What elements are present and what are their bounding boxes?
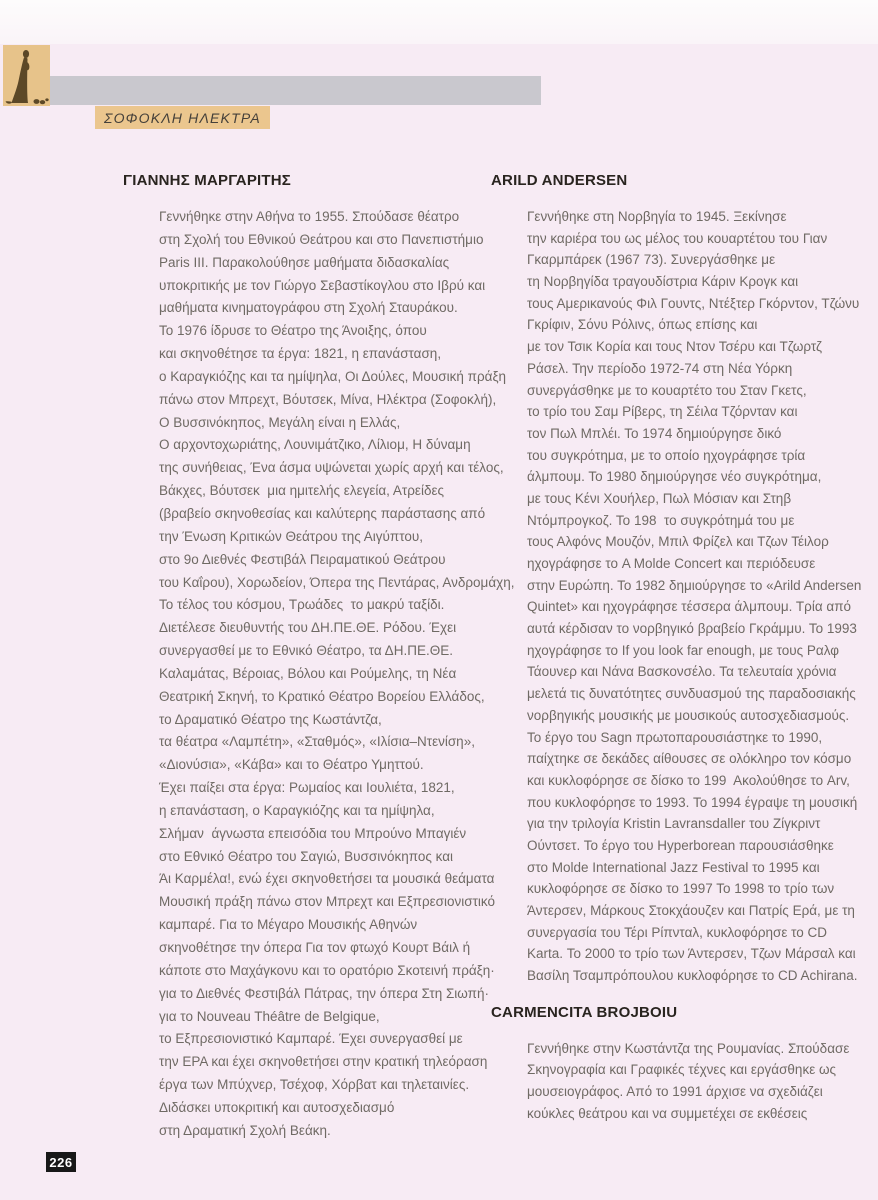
text-line: σκηνοθέτησε την όπερα Για τον φτωχό Κουρτ Βάιλ ή <box>159 940 471 955</box>
text-line: Ούντσετ. Το έργο του Hyperborean παρουσιάσθηκε <box>527 837 834 853</box>
text-line: στο Molde International Jazz Festival το 1995 και <box>527 859 820 875</box>
text-line: τη Νορβηγίδα τραγουδίστρια Κάριν Κρογκ και <box>527 274 799 290</box>
text-line: της συνήθειας, Ένα άσμα υψώνεται χωρίς αρχή και τέλος, <box>159 460 504 476</box>
text-line: συνεργασία του Τέρι Ρίπνταλ, κυκλοφόρησε το CD <box>527 924 828 940</box>
text-line: και κυκλοφόρησε σε δίσκο το 199 Ακολούθησε το Arv, <box>527 772 850 788</box>
left-column <box>123 172 515 1143</box>
text-line: Γεννήθηκε στην Αθήνα το 1955. Σπούδασε θέατρο <box>159 209 460 224</box>
text-line: κυκλοφόρησε σε δίσκο το 1997 Το 1998 το τρίο των <box>527 881 835 897</box>
biography-margaritis <box>123 206 515 1143</box>
text-line: Ντόμπρογκοζ. Το 198 το συγκρότημά του με <box>527 512 795 528</box>
text-line: για το Nouveau Théâtre de Belgique, <box>159 1008 380 1024</box>
text-line: μαθήματα κινηματογράφου στη Σχολή Σταυράκου. <box>159 300 458 316</box>
text-line: η επανάσταση, ο Καραγκιόζης και τα ημίψηλα, <box>159 802 435 818</box>
section-heading-margaritis: ΓΙΑΝΝΗΣ ΜΑΡΓΑΡΙΤΗΣ <box>123 172 291 189</box>
text-line: το τρίο του Σαμ Ρίβερς, τη Σέιλα Τζόρνταν και <box>527 404 798 420</box>
text-line: αυτά κέρδισαν το νορβηγικό βραβείο Γκράμμυ. Το 1993 <box>527 621 857 637</box>
biography-andersen <box>491 206 876 987</box>
text-line: Paris III. Παρακολούθησε μαθήματα διδασκαλίας <box>159 254 450 270</box>
text-line: κάποτε στο Μαχάγκονυ και το ορατόριο Σκοτεινή πράξη· <box>159 962 495 978</box>
text-line: Έχει παίξει στα έργα: Ρωμαίος και Ιουλιέτα, 1821, <box>159 780 455 796</box>
text-line: Άντερσεν, Μάρκους Στοκχάουζεν και Πατρίς Ερά, με τη <box>527 903 855 918</box>
text-line: συνεργάσθηκε με το κουαρτέτο του Σταν Γκετς, <box>527 382 807 398</box>
text-line: μελετά τις δυνατότητες συνδυασμού της παραδοσιακής <box>527 686 856 702</box>
text-line: Γεννήθηκε στην Κωστάντζα της Ρουμανίας. Σπούδασε <box>527 1040 850 1056</box>
text-line: Μουσική πράξη πάνω στον Μπρεχτ και Εξπρεσιονιστικό <box>159 894 496 910</box>
text-line: για την τριλογία Kristin Lavransdaller του Ζίγκριντ <box>527 816 821 832</box>
text-line: καμπαρέ. Για το Μέγαρο Μουσικής Αθηνών <box>159 917 418 933</box>
text-line: Γκαρμπάρεκ (1967 73). Συνεργάσθηκε με <box>527 252 776 268</box>
text-line: ο Καραγκιόζης και τα ημίψηλα, Οι Δούλες, Μουσική πράξη <box>159 368 506 384</box>
text-line: στη Σχολή του Εθνικού Θεάτρου και στο Πανεπιστήμιο <box>159 231 484 247</box>
text-line: Ο Βυσσινόκηπος, Μεγάλη είναι η Ελλάς, <box>159 414 401 430</box>
text-line: πάνω στον Μπρεχτ, Βόυτσεκ, Μίνα, Ηλέκτρα (Σοφοκλή), <box>159 391 497 407</box>
text-line: τους Αμερικανούς Φιλ Γουντς, Ντέξτερ Γκόρντον, Τζώνυ <box>527 295 860 311</box>
text-line: μουσειογράφος. Από το 1991 άρχισε να σχεδιάζει <box>527 1084 823 1100</box>
text-line: Σκηνογραφία και Γραφικές τέχνες και εργάσθηκε ως <box>527 1062 837 1078</box>
right-column <box>491 172 876 1125</box>
text-line: ηχογράφησε το If you look far enough, με τους Ραλφ <box>527 642 839 658</box>
text-line: Θεατρική Σκηνή, το Κρατικό Θέατρο Βορείου Ελλάδος, <box>159 688 485 704</box>
text-line: το Εξπρεσιονιστικό Καμπαρέ. Έχει συνεργασθεί με <box>159 1031 463 1047</box>
text-line: Το 1976 ίδρυσε το Θέατρο της Άνοιξης, όπου <box>159 323 427 339</box>
text-line: τον Πωλ Μπλέι. Το 1974 δημιούργησε δικό <box>527 425 782 441</box>
text-line: παίχτηκε σε δεκάδες αίθουσες σε ολόκληρο τον κόσμο <box>527 751 852 767</box>
text-line: συνεργασθεί με το Εθνικό Θέατρο, τα ΔΗ.ΠΕ.ΘΕ. <box>159 643 453 659</box>
text-line: που κυκλοφόρησε το 1993. Το 1994 έγραψε τη μουσική <box>527 794 858 810</box>
text-line: για το Διεθνές Φεστιβάλ Πάτρας, την όπερα Στη Σιωπή· <box>159 985 489 1001</box>
text-line: Το έργο του Sagn πρωτοπαρουσιάστηκε το 1990, <box>527 729 823 745</box>
text-line: τα θέατρα «Λαμπέτη», «Σταθμός», «Ιλίσια–Ντενίση», <box>159 734 475 750</box>
text-line: Quintet» και ηχογράφησε τέσσερα άλμπουμ. Τρία από <box>527 599 852 615</box>
text-line: άλμπουμ. Το 1980 δημιούργησε νέο συγκρότημα, <box>527 469 822 485</box>
text-line: Ο αρχοντοχωριάτης, Λουνιμάτζικο, Λίλιομ, Η δύναμη <box>159 437 471 453</box>
text-line: έργα των Μπύχνερ, Τσέχοφ, Χόρβατ και τηλεταινίες. <box>159 1077 470 1093</box>
biography-brojboiu <box>491 1038 876 1125</box>
text-line: του Καΐρου), Χορωδείον, Όπερα της Πεντάρας, Ανδρομάχη, <box>159 574 515 590</box>
text-line: «Διονύσια», «Κάβα» και το Θέατρο Υμηττού. <box>159 757 424 773</box>
text-line: το Δραματικό Θέατρο της Κωστάντζα, <box>159 711 382 727</box>
text-line: στο Εθνικό Θέατρο του Σαγιώ, Βυσσινόκηπος και <box>159 848 454 864</box>
text-line: Τάουνερ και Νάνα Βασκονσέλο. Τα τελευταία χρόνια <box>527 664 837 680</box>
text-line: στο 9ο Διεθνές Φεστιβάλ Πειραματικού Θεάτρου <box>159 551 446 567</box>
text-line: Βάκχες, Βόυτσεκ μια ημιτελής ελεγεία, Ατρείδες <box>159 483 444 499</box>
text-line: κούκλες θεάτρου και να συμμετέχει σε εκθέσεις <box>527 1105 808 1121</box>
text-line: την ΕΡΑ και έχει σκηνοθετήσει στην κρατική τηλεόραση <box>159 1054 488 1070</box>
text-line: (βραβείο σκηνοθεσίας και καλύτερης παράστασης από <box>159 505 486 521</box>
top-margin-strip <box>0 0 878 44</box>
text-line: με τους Κένι Χουήλερ, Πωλ Μόσιαν και Στηβ <box>527 490 792 506</box>
text-line: την Ένωση Κριτικών Θεάτρου της Αιγύπτου, <box>159 528 424 544</box>
text-line: Karta. Το 2000 το τρίο των Άντερσεν, Τζων Μάρσαλ και <box>527 946 856 962</box>
text-line: Βασίλη Τσαμπρόπουλου κυκλοφόρησε το CD Achirana. <box>527 968 858 984</box>
text-line: στην Ευρώπη. Το 1982 δημιούργησε το «Arild Andersen <box>527 577 862 593</box>
text-line: νορβηγικής μουσικής με μουσικούς αυτοσχεδιασμούς. <box>527 707 850 723</box>
section-heading-andersen: ARILD ANDERSEN <box>491 172 628 189</box>
text-line: τους Αλφόνς Μουζόν, Μπιλ Φρίζελ και Τζων Τέιλορ <box>527 534 829 550</box>
text-line: στη Δραματική Σχολή Βεάκη. <box>159 1122 331 1138</box>
text-line: Άι Καρμέλα!, ενώ έχει σκηνοθετήσει τα μουσικά θεάματα <box>159 871 495 887</box>
text-line: υποκριτικής με τον Γιώργο Σεβαστίκογλου στο Ιβρύ και <box>159 277 486 293</box>
section-heading-brojboiu: CARMENCITA BROJBOIU <box>491 1003 678 1021</box>
text-line: ηχογράφησε το A Molde Concert και περιόδευσε <box>527 556 816 571</box>
standing-figure-icon <box>3 45 50 106</box>
text-line: με τον Τσικ Κορία και τους Ντον Τσέρυ και Τζωρτζ <box>527 339 822 355</box>
text-line: Σλήμαν άγνωστα επεισόδια του Μπρούνο Μπαγιέν <box>159 825 467 841</box>
text-line: Καλαμάτας, Βέροιας, Βόλου και Ρούμελης, τη Νέα <box>159 665 457 681</box>
text-line: του συγκρότημα, με το οποίο ηχογράφησε τρία <box>527 447 806 463</box>
text-line: Γκρίφιν, Σόνυ Ρόλινς, όπως επίσης και <box>527 317 758 333</box>
page-number-badge: 226 <box>46 1152 76 1172</box>
text-line: την καριέρα του ως μέλος του κουαρτέτου του Γιαν <box>527 230 828 246</box>
page-title: ΣΟΦΟΚΛΗ ΗΛΕΚΤΡΑ <box>104 109 261 126</box>
text-line: Ράσελ. Την περίοδο 1972-74 στη Νέα Υόρκη <box>527 360 793 376</box>
page-title-box <box>95 106 270 129</box>
text-line: Το τέλος του κόσμου, Τρωάδες το μακρύ ταξίδι. <box>159 597 445 613</box>
header-band <box>50 76 541 105</box>
text-line: Διετέλεσε διευθυντής του ΔΗ.ΠΕ.ΘΕ. Ρόδου. Έχει <box>159 620 457 636</box>
text-line: Διδάσκει υποκριτική και αυτοσχεδιασμό <box>159 1099 395 1115</box>
text-line: Γεννήθηκε στη Νορβηγία το 1945. Ξεκίνησε <box>527 209 787 224</box>
text-line: και σκηνοθέτησε τα έργα: 1821, η επανάσταση, <box>159 346 442 362</box>
